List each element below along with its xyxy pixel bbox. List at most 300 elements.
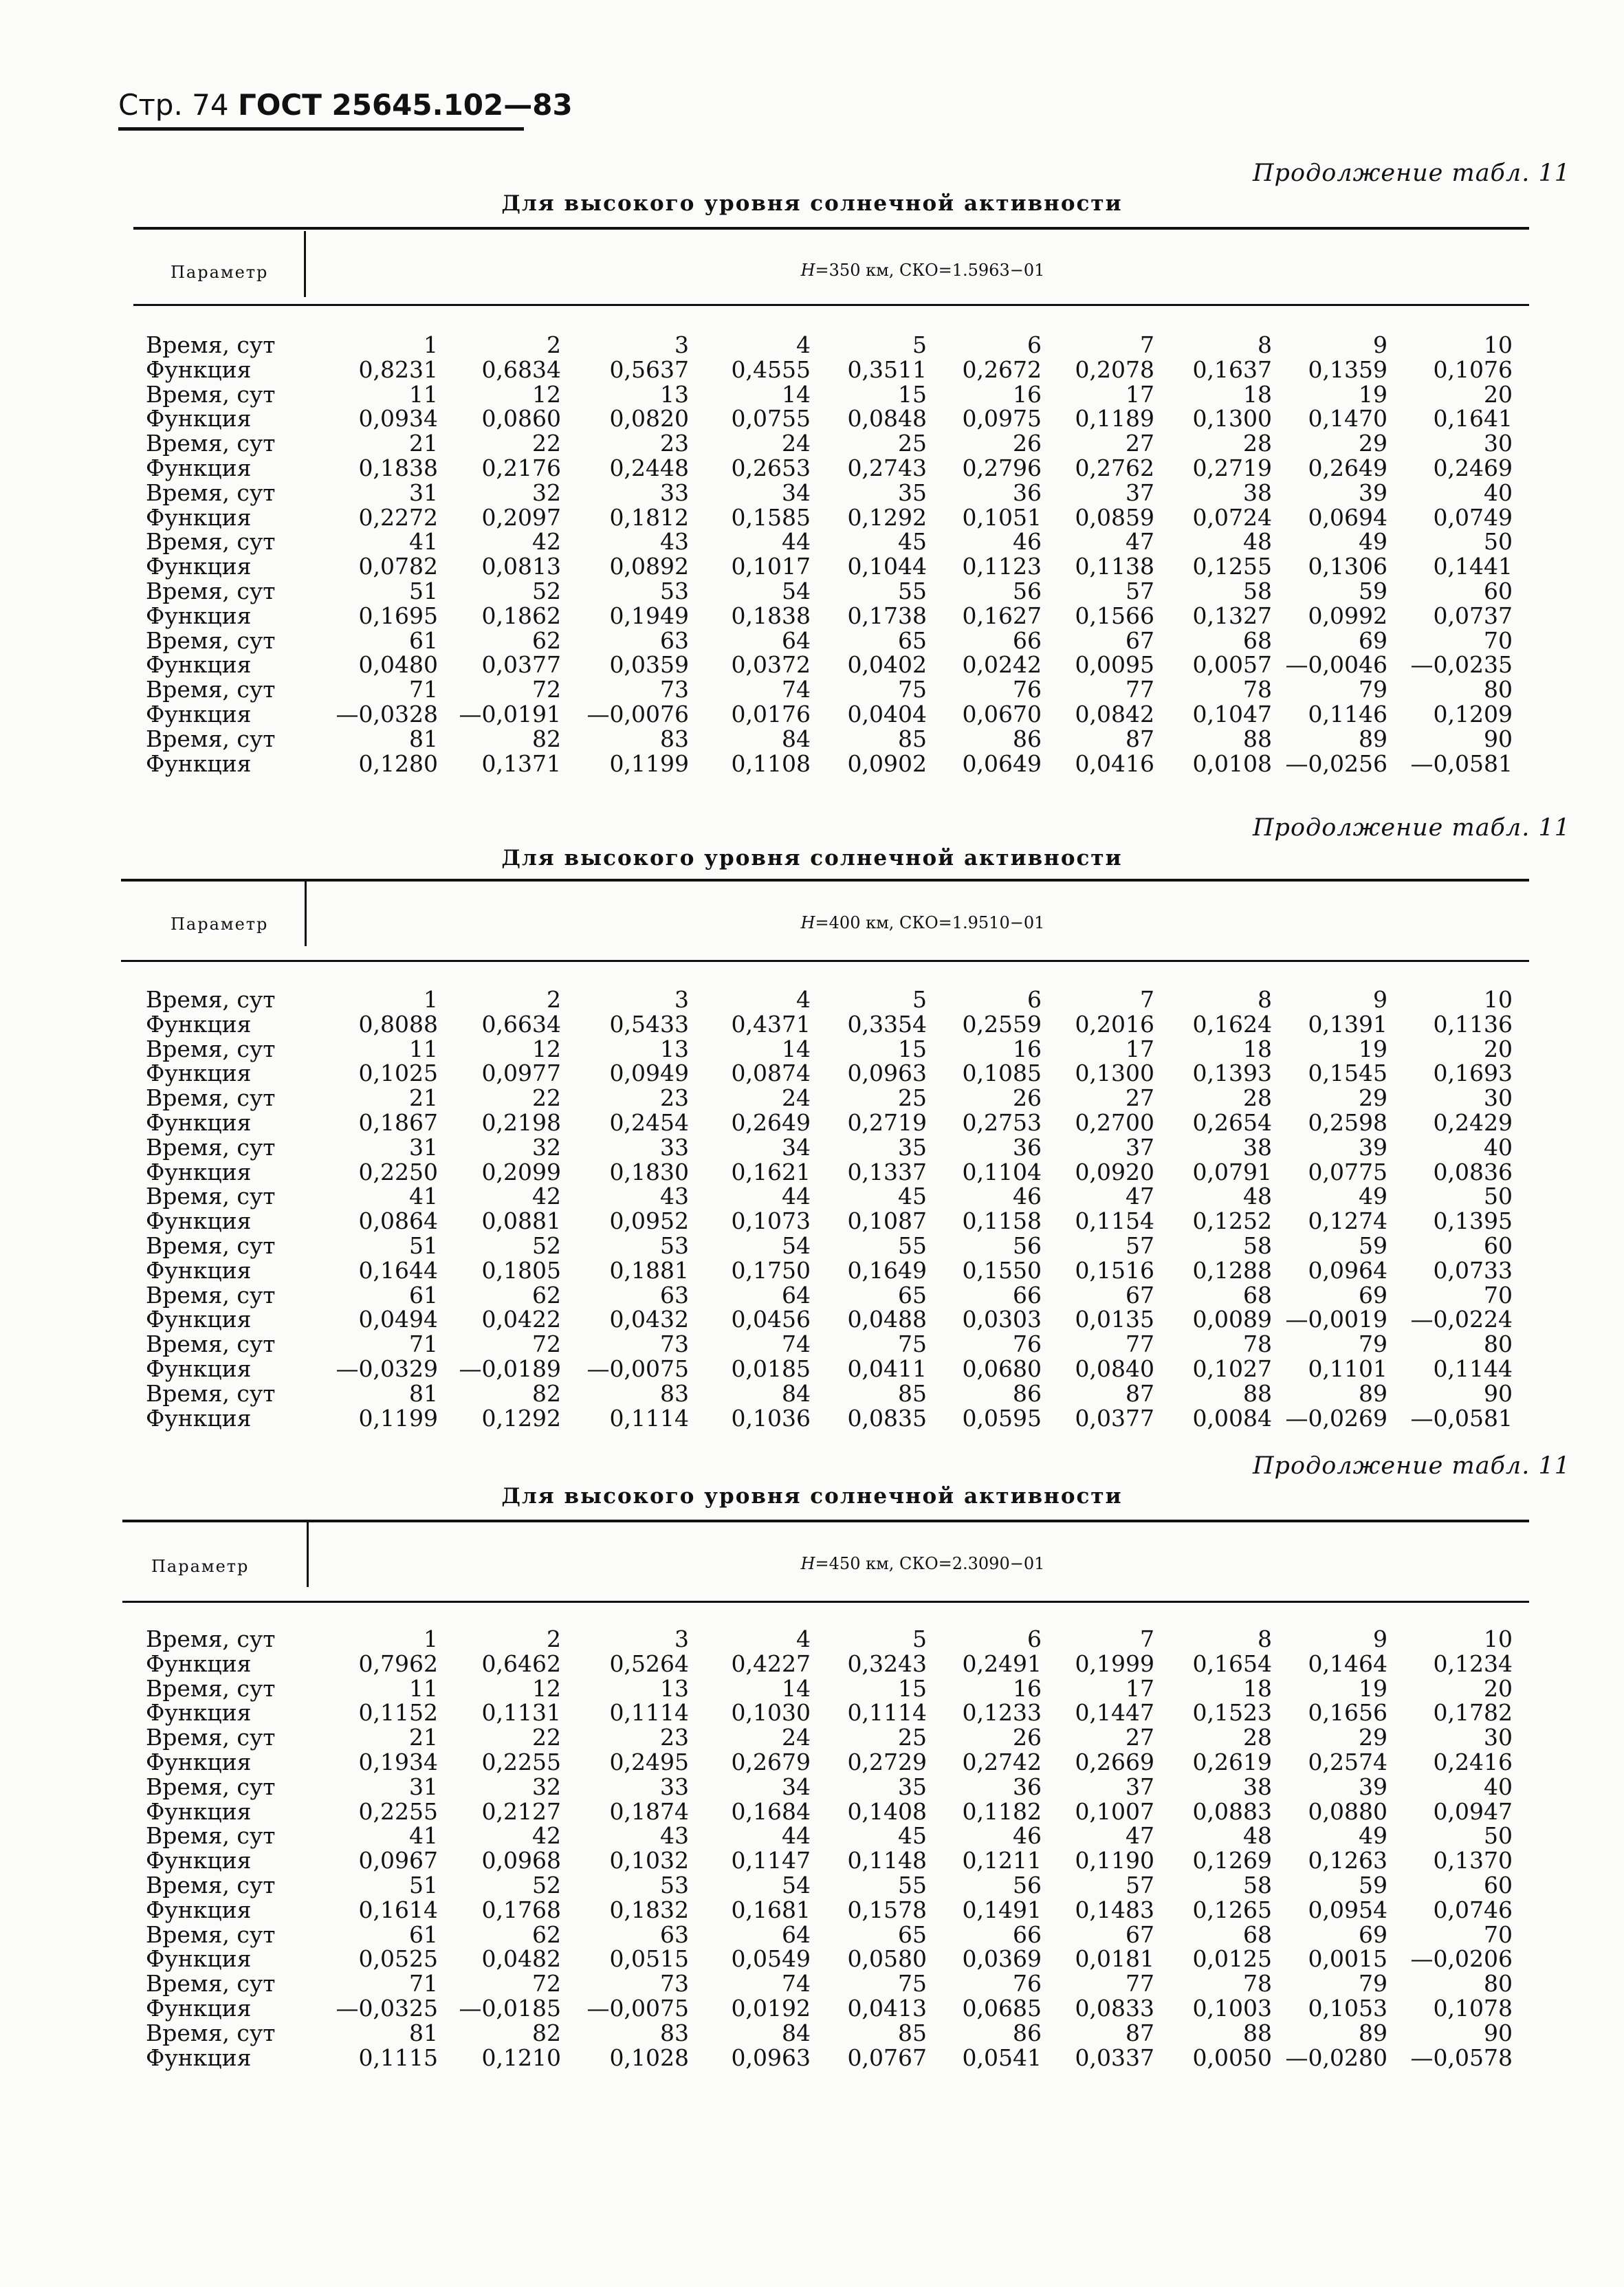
row-label: Функция xyxy=(146,454,252,481)
table-cell: 9 xyxy=(1373,1626,1387,1652)
table-cell: 33 xyxy=(660,1773,689,1800)
table-cell: 0,1693 xyxy=(1433,1060,1513,1087)
table-cell: 56 xyxy=(1013,1871,1042,1898)
table-cell: 0,1025 xyxy=(358,1060,438,1087)
table-cell: 0,1300 xyxy=(1075,1060,1154,1087)
table-cell: 31 xyxy=(409,1773,438,1800)
row-label: Функция xyxy=(146,1650,252,1677)
row-label: Время, сут xyxy=(146,1921,276,1948)
table-cell: 0,0920 xyxy=(1075,1158,1154,1185)
table-cell: 29 xyxy=(1359,1724,1387,1751)
table-cell: 0,0737 xyxy=(1433,602,1513,629)
table-cell: 0,1138 xyxy=(1075,553,1154,580)
table-cell: 39 xyxy=(1359,1133,1387,1161)
table-cell: 39 xyxy=(1359,479,1387,506)
table-cell: 27 xyxy=(1126,1084,1154,1112)
table-cell: 0,0050 xyxy=(1192,2044,1272,2071)
row-label: Функция xyxy=(146,1207,252,1235)
table-cell: 21 xyxy=(409,1084,438,1112)
table-cell: 0,1199 xyxy=(358,1404,438,1432)
table-cell: 0,1441 xyxy=(1433,553,1513,580)
table-cell: 0,8231 xyxy=(358,355,438,383)
table-cell: 14 xyxy=(782,1035,811,1062)
table-cell: 0,1337 xyxy=(847,1158,927,1185)
table-cell: 0,0685 xyxy=(962,1994,1042,2022)
table-cell: 0,0902 xyxy=(847,749,927,777)
table-cell: 0,2574 xyxy=(1308,1748,1387,1775)
table-cell: 20 xyxy=(1484,1035,1513,1062)
table-cell: 6 xyxy=(1027,1626,1042,1652)
table-cell: 89 xyxy=(1359,1379,1387,1407)
table-cell: 0,0456 xyxy=(731,1306,811,1333)
table-cell: 0,2719 xyxy=(847,1108,927,1136)
table-cell: 0,2495 xyxy=(609,1748,689,1775)
table-cell: 0,1371 xyxy=(481,749,561,777)
table-cell: 0,1681 xyxy=(731,1896,811,1923)
table-cell: 21 xyxy=(409,430,438,457)
table-cell: 0,1154 xyxy=(1075,1207,1154,1235)
table-cell: 78 xyxy=(1243,1970,1272,1998)
table-cell: 34 xyxy=(782,1133,811,1161)
table-cell: 70 xyxy=(1484,626,1513,654)
row-label: Функция xyxy=(146,1306,252,1333)
table-cell: 79 xyxy=(1359,676,1387,703)
table-cell: 0,1627 xyxy=(962,602,1042,629)
table-cell: 0,2753 xyxy=(962,1108,1042,1136)
table-cell: 53 xyxy=(660,1871,689,1898)
table-cell: —0,0325 xyxy=(336,1994,438,2022)
row-label: Время, сут xyxy=(146,479,276,506)
table-cell: 50 xyxy=(1484,528,1513,556)
table-cell: 16 xyxy=(1013,380,1042,408)
row-label: Функция xyxy=(146,1108,252,1136)
table-cell: 66 xyxy=(1013,1921,1042,1948)
table-cell: 0,1036 xyxy=(731,1404,811,1432)
table-cell: 16 xyxy=(1013,1035,1042,1062)
table-cell: 0,1136 xyxy=(1433,1010,1513,1038)
table-cell: 0,0813 xyxy=(481,553,561,580)
table-cell: 12 xyxy=(532,1035,561,1062)
row-label: Функция xyxy=(146,602,252,629)
table-cell: 0,1641 xyxy=(1433,405,1513,433)
table-title: Для высокого уровня солнечной активности xyxy=(501,1484,1123,1509)
table-cell: 46 xyxy=(1013,1822,1042,1850)
row-label: Функция xyxy=(146,1748,252,1775)
table-cell: 0,0411 xyxy=(847,1355,927,1382)
condition-label xyxy=(316,261,1529,280)
table-cell: 68 xyxy=(1243,1921,1272,1948)
row-label: Время, сут xyxy=(146,1232,276,1259)
table-cell: 0,1028 xyxy=(609,2044,689,2071)
table-cell: 27 xyxy=(1126,1724,1154,1751)
table-cell: 32 xyxy=(532,1773,561,1800)
table-cell: 0,0842 xyxy=(1075,700,1154,727)
table-title: Для высокого уровня солнечной активности xyxy=(501,191,1123,216)
table-cell: 64 xyxy=(782,1281,811,1309)
table-cell: 65 xyxy=(898,1921,927,1948)
row-label: Функция xyxy=(146,1010,252,1038)
row-label: Время, сут xyxy=(146,1035,276,1062)
table-cell: 32 xyxy=(532,1133,561,1161)
table-cell: 81 xyxy=(409,725,438,752)
table-cell: 61 xyxy=(409,626,438,654)
table-cell: 0,1637 xyxy=(1192,355,1272,383)
table-cell: 34 xyxy=(782,1773,811,1800)
table-cell: 0,0337 xyxy=(1075,2044,1154,2071)
table-cell: 88 xyxy=(1243,2019,1272,2046)
table-cell: 0,1073 xyxy=(731,1207,811,1235)
table-cell: 0,0089 xyxy=(1192,1306,1272,1333)
table-cell: 7 xyxy=(1140,1626,1154,1652)
continuation-label: Продолжение табл. 11 xyxy=(1253,814,1570,842)
table-cell: 0,0402 xyxy=(847,651,927,679)
table-cell: 48 xyxy=(1243,528,1272,556)
table-cell: —0,0269 xyxy=(1285,1404,1387,1432)
table-cell: 48 xyxy=(1243,1822,1272,1850)
table-cell: 72 xyxy=(532,1970,561,1998)
table-cell: 76 xyxy=(1013,676,1042,703)
table-cell: 0,2272 xyxy=(358,503,438,531)
table-cell: 9 xyxy=(1373,986,1387,1013)
table-top-rule xyxy=(121,879,1529,882)
table-cell: 0,1158 xyxy=(962,1207,1042,1235)
table-cell: 87 xyxy=(1126,1379,1154,1407)
table-cell: 0,1862 xyxy=(481,602,561,629)
table-cell: 0,0833 xyxy=(1075,1994,1154,2022)
table-cell: 53 xyxy=(660,577,689,604)
table-cell: 84 xyxy=(782,2019,811,2046)
table-cell: 0,1115 xyxy=(358,2044,438,2071)
table-cell: —0,0280 xyxy=(1285,2044,1387,2071)
table-cell: 82 xyxy=(532,725,561,752)
table-cell: 82 xyxy=(532,1379,561,1407)
cond-text: =400 км, СКО=1.9510−01 xyxy=(815,913,1045,932)
table-cell: 0,2255 xyxy=(358,1797,438,1825)
table-cell: 0,1614 xyxy=(358,1896,438,1923)
table-cell: 0,0541 xyxy=(962,2044,1042,2071)
table-cell: 0,0835 xyxy=(847,1404,927,1432)
table-cell: 0,1078 xyxy=(1433,1994,1513,2022)
table-cell: 50 xyxy=(1484,1183,1513,1210)
table-cell: 0,0480 xyxy=(358,651,438,679)
table-cell: 73 xyxy=(660,1331,689,1358)
table-cell: 5 xyxy=(912,986,927,1013)
table-cell: 0,0836 xyxy=(1433,1158,1513,1185)
table-cell: 0,1280 xyxy=(358,749,438,777)
table-cell: 57 xyxy=(1126,1232,1154,1259)
table-cell: 90 xyxy=(1484,725,1513,752)
table-cell: 0,1768 xyxy=(481,1896,561,1923)
table-cell: 69 xyxy=(1359,1921,1387,1948)
table-cell: 0,1233 xyxy=(962,1699,1042,1727)
table-cell: 73 xyxy=(660,676,689,703)
table-cell: 0,0963 xyxy=(847,1060,927,1087)
table-cell: 59 xyxy=(1359,1232,1387,1259)
table-cell: 28 xyxy=(1243,430,1272,457)
table-cell: 67 xyxy=(1126,1921,1154,1948)
table-cell: 86 xyxy=(1013,2019,1042,2046)
table-cell: 40 xyxy=(1484,1133,1513,1161)
table-cell: 0,0733 xyxy=(1433,1256,1513,1284)
table-cell: 0,1470 xyxy=(1308,405,1387,433)
table-cell: —0,0578 xyxy=(1410,2044,1513,2071)
table-cell: 19 xyxy=(1359,1674,1387,1702)
table-cell: 0,0964 xyxy=(1308,1256,1387,1284)
table-cell: 0,5433 xyxy=(609,1010,689,1038)
table-cell: 0,1030 xyxy=(731,1699,811,1727)
table-cell: 0,2619 xyxy=(1192,1748,1272,1775)
table-cell: 0,2598 xyxy=(1308,1108,1387,1136)
table-cell: 22 xyxy=(532,1084,561,1112)
table-cell: 82 xyxy=(532,2019,561,2046)
table-cell: 72 xyxy=(532,676,561,703)
table-cell: 58 xyxy=(1243,1232,1272,1259)
table-cell: —0,0189 xyxy=(459,1355,561,1382)
table-cell: 0,1874 xyxy=(609,1797,689,1825)
table-cell: 80 xyxy=(1484,1970,1513,1998)
table-cell: 40 xyxy=(1484,1773,1513,1800)
table-cell: 0,1148 xyxy=(847,1847,927,1874)
condition-label xyxy=(316,913,1529,932)
table-cell: 41 xyxy=(409,1822,438,1850)
table-cell: 40 xyxy=(1484,479,1513,506)
table-cell: 0,2176 xyxy=(481,454,561,481)
table-cell: 0,2679 xyxy=(731,1748,811,1775)
table-cell: 0,1327 xyxy=(1192,602,1272,629)
table-cell: 0,0848 xyxy=(847,405,927,433)
table-cell: 0,0494 xyxy=(358,1306,438,1333)
table-cell: 85 xyxy=(898,2019,927,2046)
table-cell: 0,0549 xyxy=(731,1945,811,1973)
cond-h: H xyxy=(800,913,815,932)
table-cell: 44 xyxy=(782,1183,811,1210)
table-cell: 0,5637 xyxy=(609,355,689,383)
row-label: Функция xyxy=(146,651,252,679)
table-cell: 0,1306 xyxy=(1308,553,1387,580)
table-cell: 83 xyxy=(660,2019,689,2046)
table-cell: 85 xyxy=(898,1379,927,1407)
table-cell: 0,1516 xyxy=(1075,1256,1154,1284)
table-cell: 55 xyxy=(898,577,927,604)
table-cell: 65 xyxy=(898,626,927,654)
row-label: Время, сут xyxy=(146,626,276,654)
table-cell: 84 xyxy=(782,1379,811,1407)
table-cell: 0,1656 xyxy=(1308,1699,1387,1727)
table-cell: 0,1190 xyxy=(1075,1847,1154,1874)
table-cell: 25 xyxy=(898,430,927,457)
table-cell: 11 xyxy=(409,1674,438,1702)
table-cell: 13 xyxy=(660,380,689,408)
table-cell: 0,1263 xyxy=(1308,1847,1387,1874)
table-cell: 0,1649 xyxy=(847,1256,927,1284)
table-cell: 0,0185 xyxy=(731,1355,811,1382)
page-header xyxy=(118,81,573,131)
table-cell: 0,1838 xyxy=(731,602,811,629)
table-cell: 67 xyxy=(1126,626,1154,654)
table-cell: 0,0883 xyxy=(1192,1797,1272,1825)
header-divider xyxy=(304,231,306,297)
table-cell: 18 xyxy=(1243,380,1272,408)
table-cell: 0,2448 xyxy=(609,454,689,481)
table-cell: 0,1211 xyxy=(962,1847,1042,1874)
table-cell: 0,2469 xyxy=(1433,454,1513,481)
header-divider xyxy=(305,882,307,946)
row-label: Функция xyxy=(146,553,252,580)
table-cell: 0,1032 xyxy=(609,1847,689,1874)
table-cell: 0,0515 xyxy=(609,1945,689,1973)
table-cell: 0,1288 xyxy=(1192,1256,1272,1284)
table-cell: 80 xyxy=(1484,1331,1513,1358)
table-cell: 37 xyxy=(1126,1133,1154,1161)
table-cell: 0,0820 xyxy=(609,405,689,433)
table-cell: 24 xyxy=(782,1724,811,1751)
table-cell: 63 xyxy=(660,626,689,654)
table-cell: 0,1114 xyxy=(847,1699,927,1727)
table-cell: 56 xyxy=(1013,1232,1042,1259)
table-cell: 0,0084 xyxy=(1192,1404,1272,1432)
table-cell: 0,1447 xyxy=(1075,1699,1154,1727)
table-cell: 70 xyxy=(1484,1921,1513,1948)
table-cell: 51 xyxy=(409,577,438,604)
table-cell: 59 xyxy=(1359,1871,1387,1898)
table-cell: 11 xyxy=(409,1035,438,1062)
table-cell: 52 xyxy=(532,1871,561,1898)
table-cell: 0,1108 xyxy=(731,749,811,777)
table-cell: 23 xyxy=(660,1724,689,1751)
table-cell: 0,0525 xyxy=(358,1945,438,1973)
table-cell: —0,0329 xyxy=(336,1355,438,1382)
standard-number: ГОСТ 25645.102—83 xyxy=(237,88,573,122)
table-cell: 58 xyxy=(1243,1871,1272,1898)
table-cell: 7 xyxy=(1140,331,1154,358)
table-cell: 31 xyxy=(409,479,438,506)
table-cell: 0,0992 xyxy=(1308,602,1387,629)
table-cell: 0,1491 xyxy=(962,1896,1042,1923)
table-cell: 0,1234 xyxy=(1433,1650,1513,1677)
table-cell: 0,1199 xyxy=(609,749,689,777)
table-cell: 11 xyxy=(409,380,438,408)
table-cell: 0,2743 xyxy=(847,454,927,481)
table-cell: 0,1144 xyxy=(1433,1355,1513,1382)
table-cell: 0,1464 xyxy=(1308,1650,1387,1677)
row-label: Время, сут xyxy=(146,2019,276,2046)
table-cell: 0,1578 xyxy=(847,1896,927,1923)
table-cell: 0,0977 xyxy=(481,1060,561,1087)
table-cell: 0,0135 xyxy=(1075,1306,1154,1333)
table-cell: 0,0192 xyxy=(731,1994,811,2022)
table-cell: 0,1782 xyxy=(1433,1699,1513,1727)
table-cell: 0,1027 xyxy=(1192,1355,1272,1382)
row-label: Время, сут xyxy=(146,725,276,752)
row-label: Время, сут xyxy=(146,1084,276,1112)
table-cell: 0,1867 xyxy=(358,1108,438,1136)
table-cell: 74 xyxy=(782,1331,811,1358)
table-cell: 0,0416 xyxy=(1075,749,1154,777)
row-label: Время, сут xyxy=(146,1379,276,1407)
table-cell: 12 xyxy=(532,380,561,408)
param-label: Параметр xyxy=(171,263,269,282)
table-cell: 0,2099 xyxy=(481,1158,561,1185)
table-cell: 8 xyxy=(1258,986,1272,1013)
table-cell: 0,0954 xyxy=(1308,1896,1387,1923)
table-cell: 0,1621 xyxy=(731,1158,811,1185)
table-cell: 0,1881 xyxy=(609,1256,689,1284)
table-cell: 0,0125 xyxy=(1192,1945,1272,1973)
table-cell: 0,0095 xyxy=(1075,651,1154,679)
table-cell: 77 xyxy=(1126,1331,1154,1358)
table-cell: 0,2762 xyxy=(1075,454,1154,481)
table-cell: 69 xyxy=(1359,626,1387,654)
table-cell: 29 xyxy=(1359,1084,1387,1112)
table-cell: 0,2016 xyxy=(1075,1010,1154,1038)
table-cell: 28 xyxy=(1243,1084,1272,1112)
page-number: Стр. 74 xyxy=(118,88,238,122)
table-cell: 78 xyxy=(1243,676,1272,703)
table-cell: 35 xyxy=(898,1133,927,1161)
table-cell: 0,1044 xyxy=(847,553,927,580)
table-cell: 0,1047 xyxy=(1192,700,1272,727)
table-cell: 0,1114 xyxy=(609,1404,689,1432)
table-cell: 37 xyxy=(1126,1773,1154,1800)
table-cell: 0,2127 xyxy=(481,1797,561,1825)
row-label: Функция xyxy=(146,2044,252,2071)
table-cell: 18 xyxy=(1243,1674,1272,1702)
table-cell: 0,2729 xyxy=(847,1748,927,1775)
table-cell: 0,2796 xyxy=(962,454,1042,481)
table-cell: 89 xyxy=(1359,725,1387,752)
table-cell: 0,1101 xyxy=(1308,1355,1387,1382)
table-cell: 4 xyxy=(796,1626,811,1652)
table-cell: 46 xyxy=(1013,528,1042,556)
row-label: Время, сут xyxy=(146,1674,276,1702)
table-cell: 0,1210 xyxy=(481,2044,561,2071)
table-cell: 0,1131 xyxy=(481,1699,561,1727)
table-cell: 0,1395 xyxy=(1433,1207,1513,1235)
table-cell: 0,0881 xyxy=(481,1207,561,1235)
table-cell: 0,0775 xyxy=(1308,1158,1387,1185)
table-cell: 36 xyxy=(1013,1773,1042,1800)
table-cell: 56 xyxy=(1013,577,1042,604)
table-cell: 0,1359 xyxy=(1308,355,1387,383)
table-cell: 0,2719 xyxy=(1192,454,1272,481)
table-cell: 0,2250 xyxy=(358,1158,438,1185)
table-cell: —0,0581 xyxy=(1410,749,1513,777)
table-cell: 81 xyxy=(409,2019,438,2046)
table-cell: 0,1838 xyxy=(358,454,438,481)
table-cell: 0,0404 xyxy=(847,700,927,727)
table-cell: 0,2742 xyxy=(962,1748,1042,1775)
table-cell: 54 xyxy=(782,1232,811,1259)
table-cell: 0,0422 xyxy=(481,1306,561,1333)
row-label: Функция xyxy=(146,405,252,433)
table-cell: —0,0224 xyxy=(1410,1306,1513,1333)
table-cell: 0,1750 xyxy=(731,1256,811,1284)
cond-h: H xyxy=(800,261,815,280)
table-cell: 0,0967 xyxy=(358,1847,438,1874)
row-label: Время, сут xyxy=(146,1281,276,1309)
table-cell: 0,1152 xyxy=(358,1699,438,1727)
table-cell: 76 xyxy=(1013,1970,1042,1998)
table-cell: 0,1832 xyxy=(609,1896,689,1923)
table-cell: —0,0328 xyxy=(336,700,438,727)
table-cell: 0,0968 xyxy=(481,1847,561,1874)
table-cell: 0,1147 xyxy=(731,1847,811,1874)
table-cell: 0,1805 xyxy=(481,1256,561,1284)
table-cell: 17 xyxy=(1126,380,1154,408)
table-cell: 0,1999 xyxy=(1075,1650,1154,1677)
row-label: Функция xyxy=(146,1896,252,1923)
table-cell: —0,0076 xyxy=(586,700,689,727)
